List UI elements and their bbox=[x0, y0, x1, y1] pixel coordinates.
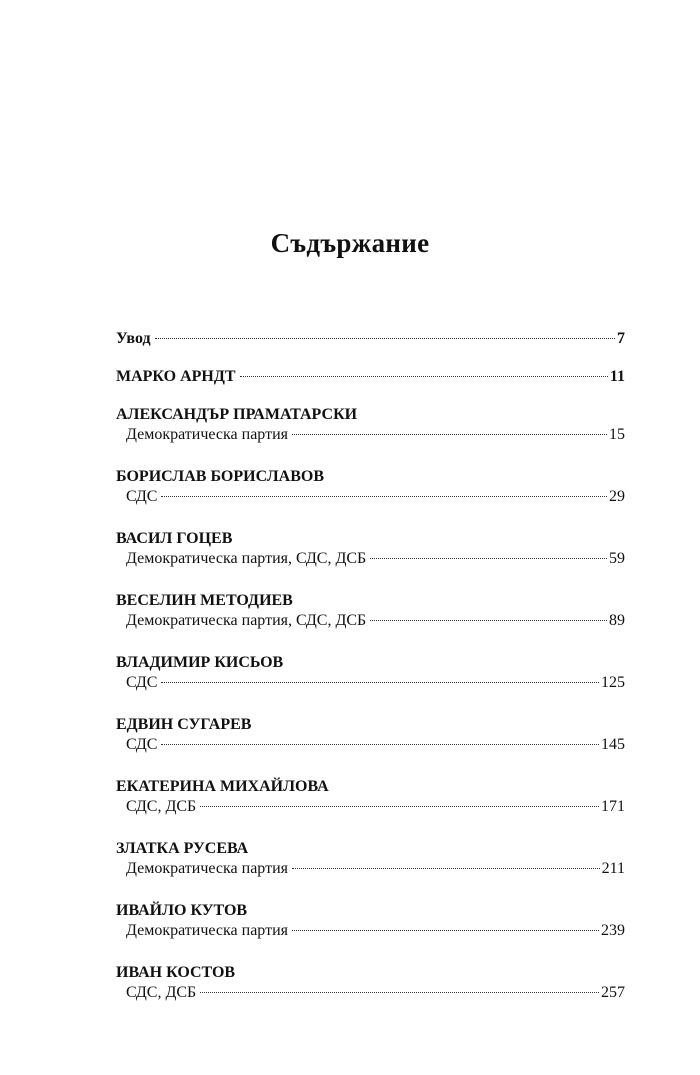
toc-line bbox=[116, 921, 625, 941]
dot-leader bbox=[161, 496, 607, 497]
toc-party: СДС, ДСБ bbox=[126, 798, 197, 815]
toc-party: Демократическа партия, СДС, ДСБ bbox=[126, 550, 367, 567]
toc-author-name: АЛЕКСАНДЪР ПРАМАТАРСКИ bbox=[116, 406, 358, 423]
toc-entry bbox=[116, 405, 625, 467]
toc-page-number: 29 bbox=[609, 488, 625, 505]
toc-party: Демократическа партия bbox=[126, 426, 288, 443]
table-of-contents bbox=[116, 329, 625, 1025]
toc-line bbox=[116, 367, 625, 387]
page-title: Съдържание bbox=[270, 228, 430, 258]
toc-party: СДС bbox=[126, 488, 158, 505]
toc-page-number: 211 bbox=[601, 860, 625, 877]
toc-page-number: 239 bbox=[601, 922, 625, 939]
toc-author-name: ИВАН КОСТОВ bbox=[116, 964, 236, 981]
toc-author-name: ЗЛАТКА РУСЕВА bbox=[116, 840, 249, 857]
toc-entry bbox=[116, 529, 625, 591]
toc-page-number: 15 bbox=[609, 426, 625, 443]
toc-author-name: БОРИСЛАВ БОРИСЛАВОВ bbox=[116, 468, 324, 485]
dot-leader bbox=[292, 930, 599, 931]
toc-page-number: 145 bbox=[601, 736, 625, 753]
toc-page-number: 257 bbox=[601, 984, 625, 1001]
toc-line bbox=[116, 549, 625, 569]
toc-line bbox=[116, 329, 625, 349]
toc-entry bbox=[116, 467, 625, 529]
dot-leader bbox=[292, 434, 607, 435]
dot-leader bbox=[200, 992, 599, 993]
toc-author-name: ВАСИЛ ГОЦЕВ bbox=[116, 530, 233, 547]
toc-entry bbox=[116, 367, 625, 405]
toc-author-name: ВЛАДИМИР КИСЬОВ bbox=[116, 654, 284, 671]
toc-party: СДС, ДСБ bbox=[126, 984, 197, 1001]
toc-author-name: ЕКАТЕРИНА МИХАЙЛОВА bbox=[116, 778, 329, 795]
toc-line bbox=[116, 735, 625, 755]
toc-author-name: ИВАЙЛО КУТОВ bbox=[116, 902, 248, 919]
toc-entry bbox=[116, 591, 625, 653]
dot-leader bbox=[292, 868, 600, 869]
dot-leader bbox=[370, 558, 607, 559]
toc-page-number: 89 bbox=[609, 612, 625, 629]
toc-line bbox=[116, 983, 625, 1003]
toc-party: Демократическа партия bbox=[126, 860, 288, 877]
dot-leader bbox=[200, 806, 599, 807]
toc-line bbox=[116, 611, 625, 631]
toc-line bbox=[116, 797, 625, 817]
toc-party: Демократическа партия bbox=[126, 922, 288, 939]
toc-entry bbox=[116, 839, 625, 901]
dot-leader bbox=[161, 744, 599, 745]
toc-entry bbox=[116, 901, 625, 963]
dot-leader bbox=[155, 338, 615, 339]
toc-line bbox=[116, 673, 625, 693]
toc-party: Демократическа партия, СДС, ДСБ bbox=[126, 612, 367, 629]
toc-entry bbox=[116, 777, 625, 839]
toc-line bbox=[116, 859, 625, 879]
toc-page-number: 59 bbox=[609, 550, 625, 567]
toc-page-number: 11 bbox=[609, 368, 625, 385]
toc-author-name: ВЕСЕЛИН МЕТОДИЕВ bbox=[116, 592, 293, 609]
dot-leader bbox=[370, 620, 607, 621]
toc-entry bbox=[116, 715, 625, 777]
toc-page-number: 171 bbox=[601, 798, 625, 815]
toc-author-name: ЕДВИН СУГАРЕВ bbox=[116, 716, 252, 733]
toc-line bbox=[116, 425, 625, 445]
toc-page-number: 125 bbox=[601, 674, 625, 691]
toc-entry bbox=[116, 329, 625, 367]
toc-entry-label: МАРКО АРНДТ bbox=[116, 368, 236, 385]
dot-leader bbox=[161, 682, 599, 683]
toc-entry bbox=[116, 653, 625, 715]
toc-party: СДС bbox=[126, 736, 158, 753]
toc-page-number: 7 bbox=[617, 330, 625, 347]
toc-party: СДС bbox=[126, 674, 158, 691]
dot-leader bbox=[240, 376, 608, 377]
toc-line bbox=[116, 487, 625, 507]
toc-entry bbox=[116, 963, 625, 1025]
toc-entry-label: Увод bbox=[116, 330, 151, 347]
